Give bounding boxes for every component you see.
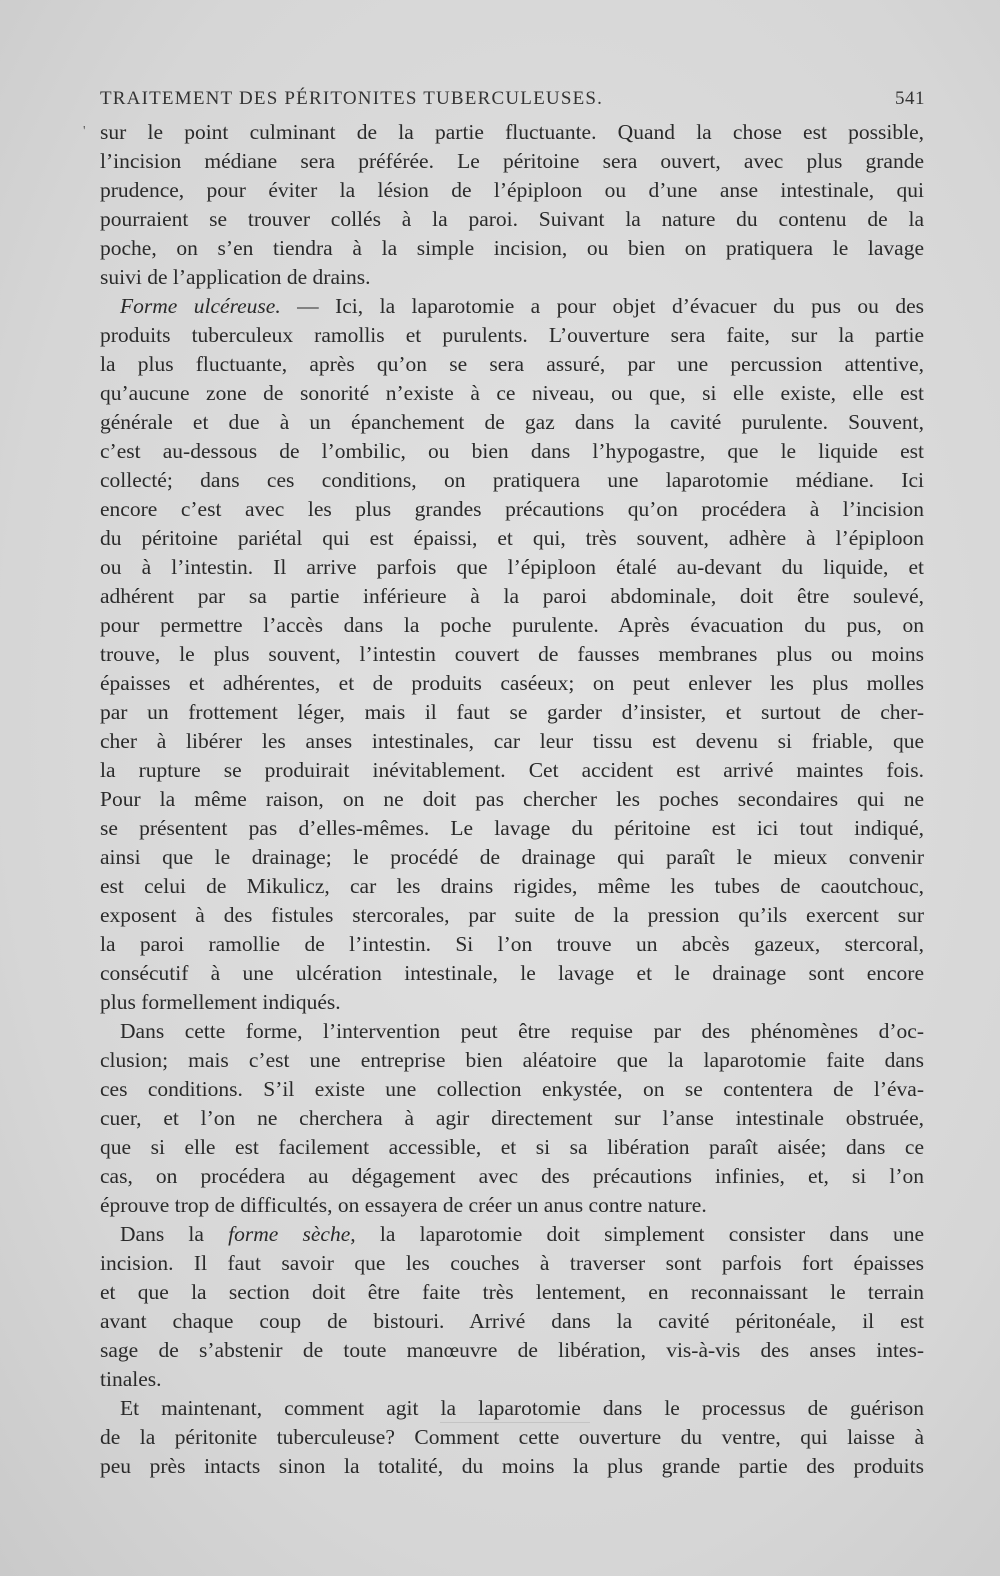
text-line: sur le point culminant de la partie fluctuante. Quand la chose est possible, — [100, 120, 924, 144]
text-line: la rupture se produirait inévitablement. Cet accident est arrivé maintes fois. — [100, 758, 924, 782]
margin-mark: ' — [83, 124, 86, 139]
text-line: et que la section doit être faite très lentement, en reconnaissant le terrain — [100, 1280, 924, 1304]
text-line: poche, on s’en tiendra à la simple incision, ou bien on pratiquera le lavage — [100, 236, 924, 260]
text-line: prudence, pour éviter la lésion de l’épiploon ou d’une anse intestinale, qui — [100, 178, 924, 202]
text-line: ainsi que le drainage; le procédé de drainage qui paraît le mieux convenir — [100, 845, 924, 869]
text-line: Dans la forme sèche, la laparotomie doit simplement consister dans une — [120, 1222, 925, 1246]
text-line: c’est au-dessous de l’ombilic, ou bien dans l’hypogastre, que le liquide est — [100, 439, 924, 463]
text-line: ou à l’intestin. Il arrive parfois que l’épiploon étalé au-devant du liquide, et — [100, 555, 924, 579]
text-line: Et maintenant, comment agit la laparotomie dans le processus de guérison — [120, 1396, 924, 1420]
running-title: TRAITEMENT DES PÉRITONITES TUBERCULEUSES. — [100, 88, 604, 109]
text-line: trouve, le plus souvent, l’intestin couvert de fausses membranes plus ou moins — [100, 642, 924, 666]
text-line: Pour la même raison, on ne doit pas chercher les poches secondaires qui ne — [100, 787, 924, 811]
page-number: 541 — [895, 88, 925, 109]
text-line: sage de s’abstenir de toute manœuvre de libération, vis-à-vis des anses intes- — [100, 1338, 924, 1362]
text-line: la paroi ramollie de l’intestin. Si l’on trouve un abcès gazeux, stercoral, — [100, 932, 924, 956]
text-line: par un frottement léger, mais il faut se garder d’insister, et surtout de cher- — [100, 700, 924, 724]
body-text — [100, 118, 924, 1481]
text-line: qu’aucune zone de sonorité n’existe à ce niveau, ou que, si elle existe, elle est — [100, 381, 924, 405]
text-line: Forme ulcéreuse. — Ici, la laparotomie a pour objet d’évacuer du pus ou des — [120, 294, 924, 318]
running-header — [100, 88, 925, 110]
text-line: clusion; mais c’est une entreprise bien aléatoire que la laparotomie faite dans — [100, 1048, 924, 1072]
text-line: est celui de Mikulicz, car les drains rigides, même les tubes de caoutchouc, — [100, 874, 924, 898]
text-line: que si elle est facilement accessible, et si sa libération paraît aisée; dans ce — [100, 1135, 924, 1159]
text-line: du péritoine pariétal qui est épaissi, et qui, très souvent, adhère à l’épiploon — [100, 526, 924, 550]
text-line: pourraient se trouver collés à la paroi. Suivant la nature du contenu de la — [100, 207, 924, 231]
text-line: ces conditions. S’il existe une collection enkystée, on se contentera de l’éva- — [100, 1077, 924, 1101]
text-line: adhérent par sa partie inférieure à la paroi abdominale, doit être soulevé, — [100, 584, 924, 608]
section-heading: Forme ulcéreuse. — [120, 294, 281, 318]
text-line: peu près intacts sinon la totalité, du moins la plus grande partie des produits — [100, 1454, 924, 1478]
text-line: incision. Il faut savoir que les couches à traverser sont parfois fort épaisses — [100, 1251, 924, 1275]
text-line: cher à libérer les anses intestinales, car leur tissu est devenu si friable, que — [100, 729, 924, 753]
text-line: encore c’est avec les plus grandes précautions qu’on procédera à l’incision — [100, 497, 924, 521]
text-line: exposent à des fistules stercorales, par suite de la pression qu’ils exercent sur — [100, 903, 924, 927]
text-line: se présentent pas d’elles-mêmes. Le lavage du péritoine est ici tout indiqué, — [100, 816, 924, 840]
text-line: plus formellement indiqués. — [100, 990, 341, 1014]
text-line: générale et due à un épanchement de gaz dans la cavité purulente. Souvent, — [100, 410, 924, 434]
text-line: éprouve trop de difficultés, on essayera de créer un anus contre nature. — [100, 1193, 707, 1217]
text-line: la plus fluctuante, après qu’on se sera assuré, par une percussion attentive, — [100, 352, 924, 376]
text-line: épaisses et adhérentes, et de produits caséeux; on peut enlever les plus molles — [100, 671, 924, 695]
text-line: produits tuberculeux ramollis et purulents. L’ouverture sera faite, sur la partie — [100, 323, 924, 347]
text-line: cuer, et l’on ne cherchera à agir directement sur l’anse intestinale obstruée, — [100, 1106, 924, 1130]
text-line: cas, on procédera au dégagement avec des précautions infinies, et, si l’on — [100, 1164, 924, 1188]
section-heading: forme sèche, — [228, 1222, 356, 1246]
bottom-rule — [440, 1422, 590, 1423]
text-line: tinales. — [100, 1367, 162, 1391]
text-line: collecté; dans ces conditions, on pratiquera une laparotomie médiane. Ici — [100, 468, 924, 492]
text-line: suivi de l’application de drains. — [100, 265, 371, 289]
text-line: consécutif à une ulcération intestinale, le lavage et le drainage sont encore — [100, 961, 924, 985]
text-line: Dans cette forme, l’intervention peut être requise par des phénomènes d’oc- — [120, 1019, 924, 1043]
text-line: de la péritonite tuberculeuse? Comment cette ouverture du ventre, qui laisse à — [100, 1425, 924, 1449]
text-line: pour permettre l’accès dans la poche purulente. Après évacuation du pus, on — [100, 613, 924, 637]
text-line: avant chaque coup de bistouri. Arrivé dans la cavité péritonéale, il est — [100, 1309, 924, 1333]
text-line: l’incision médiane sera préférée. Le péritoine sera ouvert, avec plus grande — [100, 149, 924, 173]
